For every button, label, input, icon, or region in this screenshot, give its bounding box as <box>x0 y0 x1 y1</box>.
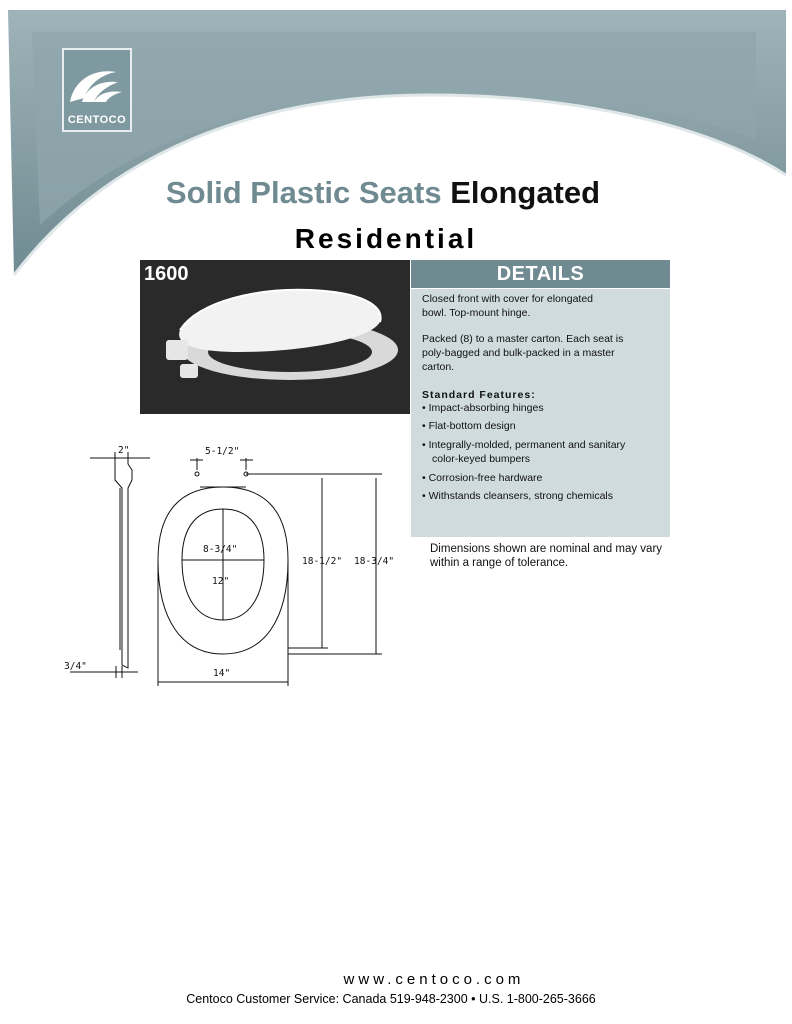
page-subtitle: Residential <box>294 223 478 254</box>
dim-hinge-spacing: 5-1/2" <box>205 446 240 457</box>
packing-line: poly-bagged and bulk-packed in a master <box>422 347 615 359</box>
dim-seat-width: 14" <box>213 668 231 679</box>
dimension-drawing <box>60 440 405 690</box>
logo-text: CENTOCO <box>67 114 127 126</box>
packing-info <box>422 332 623 374</box>
centoco-logo <box>62 48 132 132</box>
title-part1: Solid Plastic Seats <box>165 175 442 210</box>
model-number: 1600 <box>144 263 189 285</box>
dimension-disclaimer <box>430 542 680 570</box>
feature-item: • Withstands cleansers, strong chemicals <box>422 490 613 502</box>
feature-item-continued: color-keyed bumpers <box>432 453 531 465</box>
dim-opening-length: 12" <box>212 576 230 587</box>
page-title <box>0 175 779 211</box>
feature-item: • Flat-bottom design <box>422 420 516 432</box>
disclaimer-line: within a range of tolerance. <box>430 557 569 569</box>
packing-line: Packed (8) to a master carton. Each seat is <box>422 333 624 345</box>
feature-item: • Corrosion-free hardware <box>422 472 543 484</box>
disclaimer-line: Dimensions shown are nominal and may vary <box>430 543 663 555</box>
description-line: bowl. Top-mount hinge. <box>422 307 531 319</box>
feature-item: • Impact-absorbing hinges <box>422 402 544 414</box>
feature-item: • Integrally-molded, permanent and sanitary <box>422 439 626 451</box>
dim-opening-width: 8-3/4" <box>203 544 238 555</box>
details-panel <box>411 289 670 537</box>
dim-overall-length: 18-3/4" <box>354 556 395 567</box>
description <box>422 292 593 320</box>
packing-line: carton. <box>422 361 455 373</box>
description-line: Closed front with cover for elongated <box>422 293 594 305</box>
customer-service-info: Centoco Customer Service: Canada 519-948-2300 • U.S. 1-800-265-3666 <box>186 992 596 1006</box>
features-heading: Standard Features: <box>422 389 536 401</box>
details-heading: DETAILS <box>411 260 670 288</box>
title-part2: Elongated <box>450 175 601 210</box>
dim-side-top: 2" <box>118 445 130 456</box>
website-link[interactable]: www.centoco.com <box>343 971 525 988</box>
dim-seat-length: 18-1/2" <box>302 556 343 567</box>
dim-side-bottom: 3/4" <box>64 661 87 672</box>
